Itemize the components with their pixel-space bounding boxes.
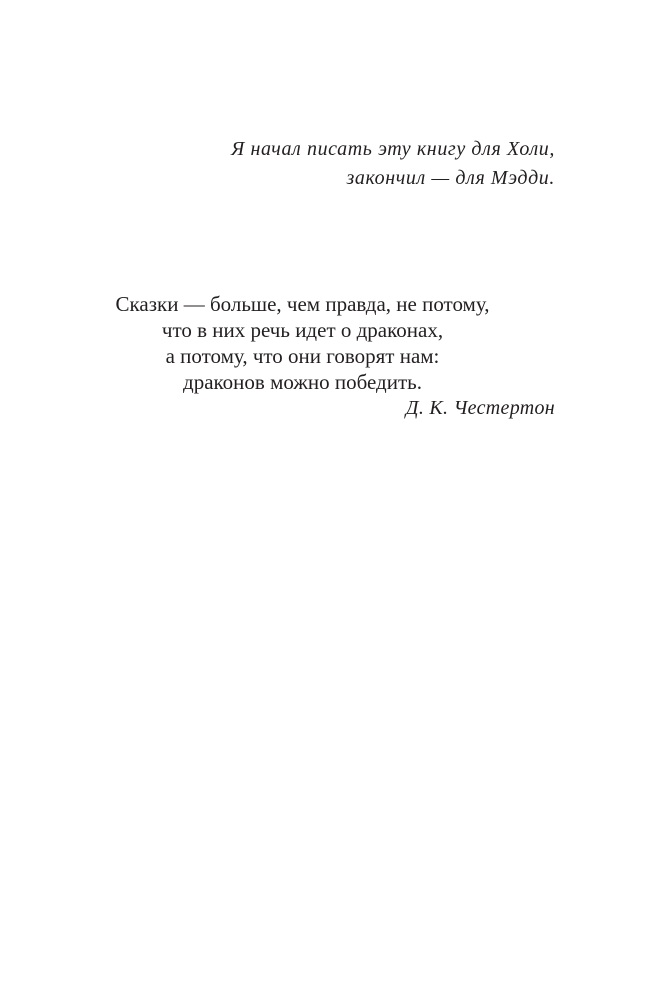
epigraph-quote: [50, 291, 555, 395]
epigraph-line: что в них речь идет о драконах,: [161, 318, 444, 342]
epigraph-line: драконов можно победить.: [183, 370, 422, 394]
dedication-line: закончил — для Мэдди.: [346, 167, 555, 189]
dedication: [231, 135, 555, 193]
dedication-line: Я начал писать эту книгу для Холи,: [231, 138, 555, 160]
epigraph-attribution: Д. К. Честертон: [405, 397, 555, 419]
epigraph: [50, 291, 555, 421]
epigraph-line: а потому, что они говорят нам:: [165, 344, 440, 368]
epigraph-line: Сказки — больше, чем правда, не потому,: [115, 292, 490, 316]
